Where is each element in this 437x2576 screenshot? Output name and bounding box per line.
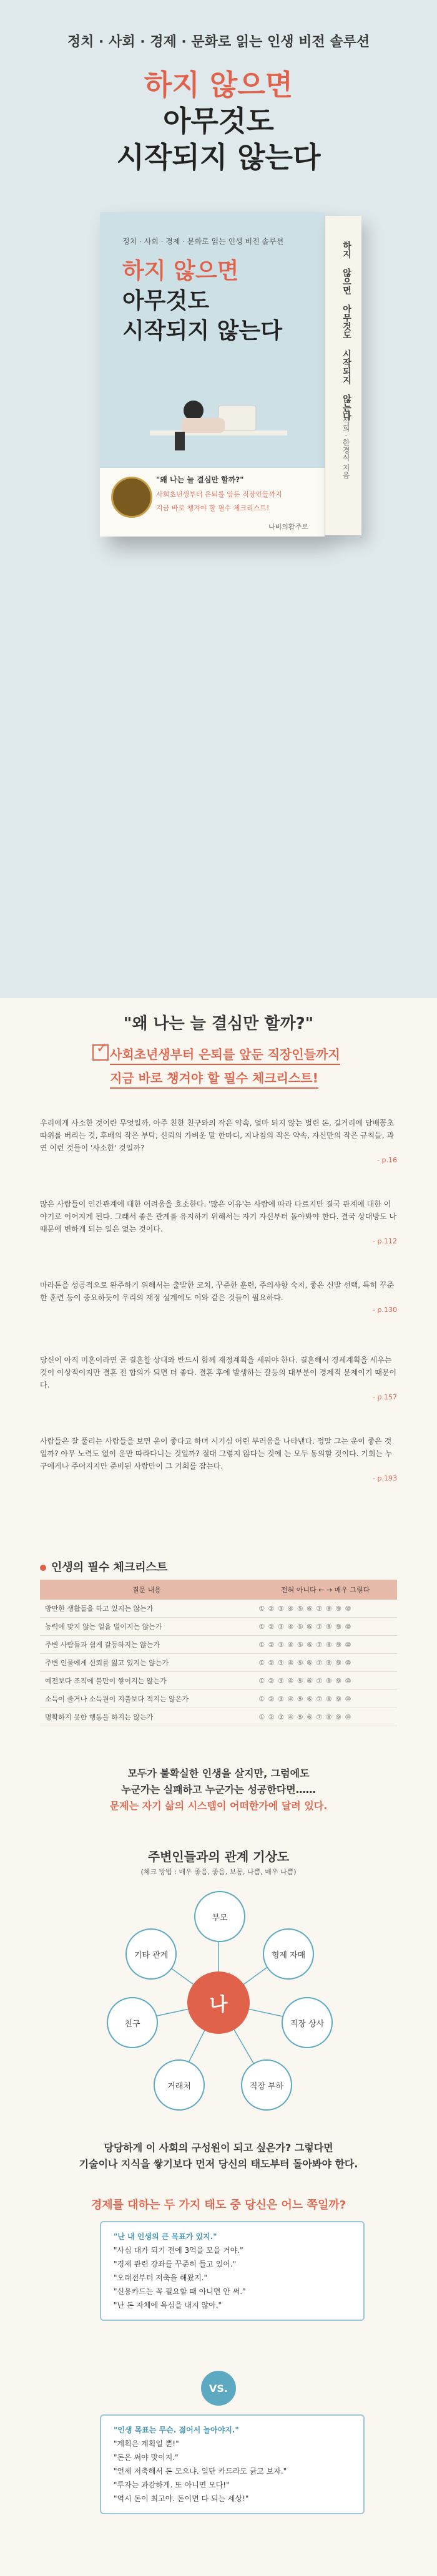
- vs-badge: VS.: [201, 2371, 236, 2406]
- table-row: [40, 1636, 397, 1654]
- attitude-b-line: "투자는 과감하게. 또 아니면 모다!": [114, 2481, 230, 2489]
- cover-subtitle: 정치 · 사회 · 경제 · 문화로 읽는 인생 비전 솔루션: [122, 237, 284, 246]
- row-scale[interactable]: ① ② ③ ④ ⑤ ⑥ ⑦ ⑧ ⑨ ⑩: [253, 1654, 397, 1672]
- row-scale[interactable]: ① ② ③ ④ ⑤ ⑥ ⑦ ⑧ ⑨ ⑩: [253, 1636, 397, 1654]
- attitude-b-line: "계획은 계획일 뿐!": [114, 2439, 179, 2448]
- band-question: "왜 나는 늘 결심만 할까?": [156, 475, 244, 484]
- excerpt-paragraph: [40, 1198, 397, 1245]
- lead2-line2: 기술이나 지식을 쌓기보다 먼저 당신의 태도부터 돌아봐야 한다.: [79, 2158, 358, 2170]
- row-question: 소득이 줄거나 소득원이 지출보다 적지는 않은가: [40, 1690, 253, 1708]
- lead2-line1: 당당하게 이 사회의 구성원이 되고 싶은가? 그렇다면: [104, 2142, 333, 2154]
- table-header-row: [40, 1580, 397, 1600]
- attitude-b-line: "역시 돈이 최고야. 돈이면 다 되는 세상!": [114, 2494, 249, 2503]
- hero-title-line3: 시작되지 않는다: [116, 140, 321, 174]
- relations-diagram: [100, 1884, 337, 2121]
- row-question: 주변 사람들과 쉽게 갈등하지는 않는가: [40, 1636, 253, 1654]
- attitude-a-line: "경제 관련 강좌를 꾸준히 들고 있어.": [114, 2260, 237, 2268]
- attitude-b-box: [100, 2414, 365, 2514]
- lead-line3: 문제는 자기 삶의 시스템이 어떠한가에 달려 있다.: [109, 1800, 328, 1812]
- row-question: 능력에 맞지 않는 일을 벌이지는 않는가: [40, 1618, 253, 1636]
- table-row: [40, 1618, 397, 1636]
- hero: [0, 0, 437, 998]
- hero-tagline: 정치 · 사회 · 경제 · 문화로 읽는 인생 비전 솔루션: [67, 34, 370, 50]
- center-node: 나: [187, 1971, 250, 2034]
- relation-node: 직장 부하: [241, 2059, 292, 2111]
- table-row: [40, 1600, 397, 1618]
- attitude-b-line: "인생 목표는 무슨. 젊어서 놀아야지.": [114, 2426, 239, 2434]
- row-scale[interactable]: ① ② ③ ④ ⑤ ⑥ ⑦ ⑧ ⑨ ⑩: [253, 1618, 397, 1636]
- attitude-a-line: "난 돈 자체에 욕심을 내지 않아.": [114, 2301, 222, 2310]
- cover-title-line3: 시작되지 않는다: [122, 318, 282, 344]
- cover-title-line2: 아무것도: [122, 288, 210, 314]
- cover-band: [100, 468, 325, 537]
- table-row: [40, 1690, 397, 1708]
- cover-title-red: 하지 않으면: [122, 258, 239, 284]
- sleeping-man-illustration: [137, 362, 300, 455]
- excerpt-source: - p.112: [373, 1237, 397, 1245]
- band-line1: 사회초년생부터 은퇴를 앞둔 직장인들까지: [156, 490, 282, 498]
- excerpt-text: 마라톤을 성공적으로 완주하기 위해서는 출발한 코치, 꾸준한 훈련, 주의사항 숙지, 좋은 신발 선택, 특히 꾸준한 훈련 등이 중요하듯이 우리의 재정 설계에도 이와 같은 것들이 필요하다.: [40, 1281, 395, 1302]
- table-row: [40, 1672, 397, 1690]
- section-line1: 사회초년생부터 은퇴를 앞둔 직장인들까지: [110, 1044, 340, 1065]
- section-line2: 지금 바로 챙겨야 할 필수 체크리스트!: [110, 1068, 318, 1089]
- row-scale[interactable]: ① ② ③ ④ ⑤ ⑥ ⑦ ⑧ ⑨ ⑩: [253, 1600, 397, 1618]
- bullet-dot-icon: [40, 1565, 46, 1571]
- excerpt-text: 우리에게 사소한 것이란 무엇일까. 아주 친한 친구와의 작은 약속, 얼마 되지 않는 벌린 돈, 길거리에 담배꽁초 따위를 버리는 것, 후배의 작은 부탁, 신뢰의 가벼운 말 한마디, 지나침의 작은 약속, 자신만의 작은 규칙들, 과연 이런 것들이 '사소한' 것일까?: [40, 1119, 395, 1152]
- section-question: "왜 나는 늘 결심만 할까?": [123, 1014, 314, 1033]
- hero-title-red: 하지 않으면: [144, 68, 293, 102]
- excerpt-paragraph: [40, 1354, 397, 1401]
- excerpt-source: - p.130: [373, 1306, 397, 1314]
- excerpt-paragraph: [40, 1435, 397, 1482]
- attitude-a-line: "신용카드는 꼭 필요할 때 아니면 안 써.": [114, 2287, 246, 2296]
- check-icon: [92, 1044, 109, 1061]
- checklist-title: 인생의 필수 체크리스트: [51, 1561, 168, 1574]
- hero-title-line2: 아무것도: [163, 104, 274, 138]
- row-question: 예전보다 조직에 불만이 쌓이지는 않는가: [40, 1672, 253, 1690]
- attitude-a-line: "사십 대가 되기 전에 3억을 모을 거야.": [114, 2246, 243, 2255]
- attitude-a-line: "오래전부터 저축을 해왔지.": [114, 2273, 207, 2282]
- attitude-a-box: [100, 2221, 365, 2321]
- row-scale[interactable]: ① ② ③ ④ ⑤ ⑥ ⑦ ⑧ ⑨ ⑩: [253, 1672, 397, 1690]
- table-row: [40, 1708, 397, 1726]
- excerpt-paragraph: [40, 1117, 397, 1164]
- excerpt-source: - p.16: [377, 1156, 397, 1164]
- checklist-table: [40, 1580, 397, 1726]
- col-scale-header: 전혀 아니다 ← → 매우 그렇다: [253, 1580, 397, 1600]
- checklist-heading: [40, 1558, 167, 1575]
- relation-node: 직장 상사: [282, 1997, 333, 2048]
- excerpt-text: 당신이 아직 미혼이라면 곧 결혼할 상대와 반드시 함께 재정계획을 세워야 한다. 결혼해서 경제계획을 세우는 것이 이상적이지만 결혼 전 합의가 되면 더 좋다. 결혼 후에 발생하는 갈등의 대부분이 경제적 문제이기 때문이다.: [40, 1356, 397, 1389]
- row-scale[interactable]: ① ② ③ ④ ⑤ ⑥ ⑦ ⑧ ⑨ ⑩: [253, 1690, 397, 1708]
- relation-node: 거래처: [154, 2059, 205, 2111]
- row-question: 명확하지 못한 행동을 하지는 않는가: [40, 1708, 253, 1726]
- table-row: [40, 1654, 397, 1672]
- col-item-header: 질문 내용: [40, 1580, 253, 1600]
- book-spine: [325, 216, 361, 535]
- row-scale[interactable]: ① ② ③ ④ ⑤ ⑥ ⑦ ⑧ ⑨ ⑩: [253, 1708, 397, 1726]
- excerpt-text: 많은 사람들이 인간관계에 대한 어려움을 호소한다. '많은 이유'는 사람에 따라 다르지만 결국 관계에 대한 이야기로 이어지게 된다. 그래서 좋은 관계를 유지하기 위해서는 자기 자신부터 돌아봐야 한다. 결국 상대방도 나 때문에 변하게 되는 일은 없는 것이다.: [40, 1200, 397, 1233]
- relations-title: 주변인들과의 관계 기상도: [147, 1849, 290, 1864]
- relation-node: 친구: [107, 1997, 158, 2048]
- lead-line1: 모두가 불확실한 인생을 살지만, 그럼에도: [127, 1767, 310, 1779]
- band-line2: 지금 바로 챙겨야 할 필수 체크리스트!: [156, 504, 270, 512]
- spine-author: 이석희 · 한경식 지음: [341, 409, 350, 479]
- book-cover: [100, 212, 325, 537]
- relation-node: 부모: [194, 1891, 245, 1942]
- relations-subtitle: (체크 방법 : 매우 좋음, 좋음, 보통, 나쁨, 매우 나쁨): [140, 1868, 297, 1876]
- award-seal: [111, 477, 152, 518]
- attitudes-title: 경제를 대하는 두 가지 태도 중 당신은 어느 쪽일까?: [91, 2199, 346, 2212]
- attitude-b-line: "돈은 써야 맛이지.": [114, 2453, 179, 2462]
- excerpt-paragraph: [40, 1279, 397, 1314]
- spine-title: 하지 않으면 아무것도 시작되지 않는다: [341, 241, 351, 420]
- excerpt-text: 사람들은 잘 풀리는 사람들을 보면 운이 좋다고 하며 시기심 어린 부러움을 나타낸다. 정말 그는 운이 좋은 것일까? 아무 노력도 없이 운만 따라다니는 것일까? 절대 그렇지 않다는 것에 는 모두 동의할 것이다. 기회는 누구에게나 주어지지만 준비된 사람만이 그 기회를 잡는다.: [40, 1437, 393, 1470]
- relation-node: 형제 자매: [263, 1928, 314, 1980]
- attitude-a-line: "난 내 인생의 큰 목표가 있지.": [114, 2232, 217, 2241]
- attitude-b-line: "언제 저축해서 돈 모으냐. 일단 카드라도 긁고 보자.": [114, 2467, 287, 2476]
- lead-line2: 누군가는 실패하고 누군가는 성공한다면……: [121, 1784, 316, 1796]
- relation-node: 기타 관계: [125, 1928, 177, 1980]
- row-question: 주변 인물에게 신뢰를 잃고 있지는 않는가: [40, 1654, 253, 1672]
- row-question: 방만한 생활들을 하고 있지는 않는가: [40, 1600, 253, 1618]
- publisher-logo: 나비의활주로: [268, 523, 308, 531]
- excerpt-source: - p.157: [373, 1393, 397, 1401]
- excerpt-source: - p.193: [373, 1474, 397, 1482]
